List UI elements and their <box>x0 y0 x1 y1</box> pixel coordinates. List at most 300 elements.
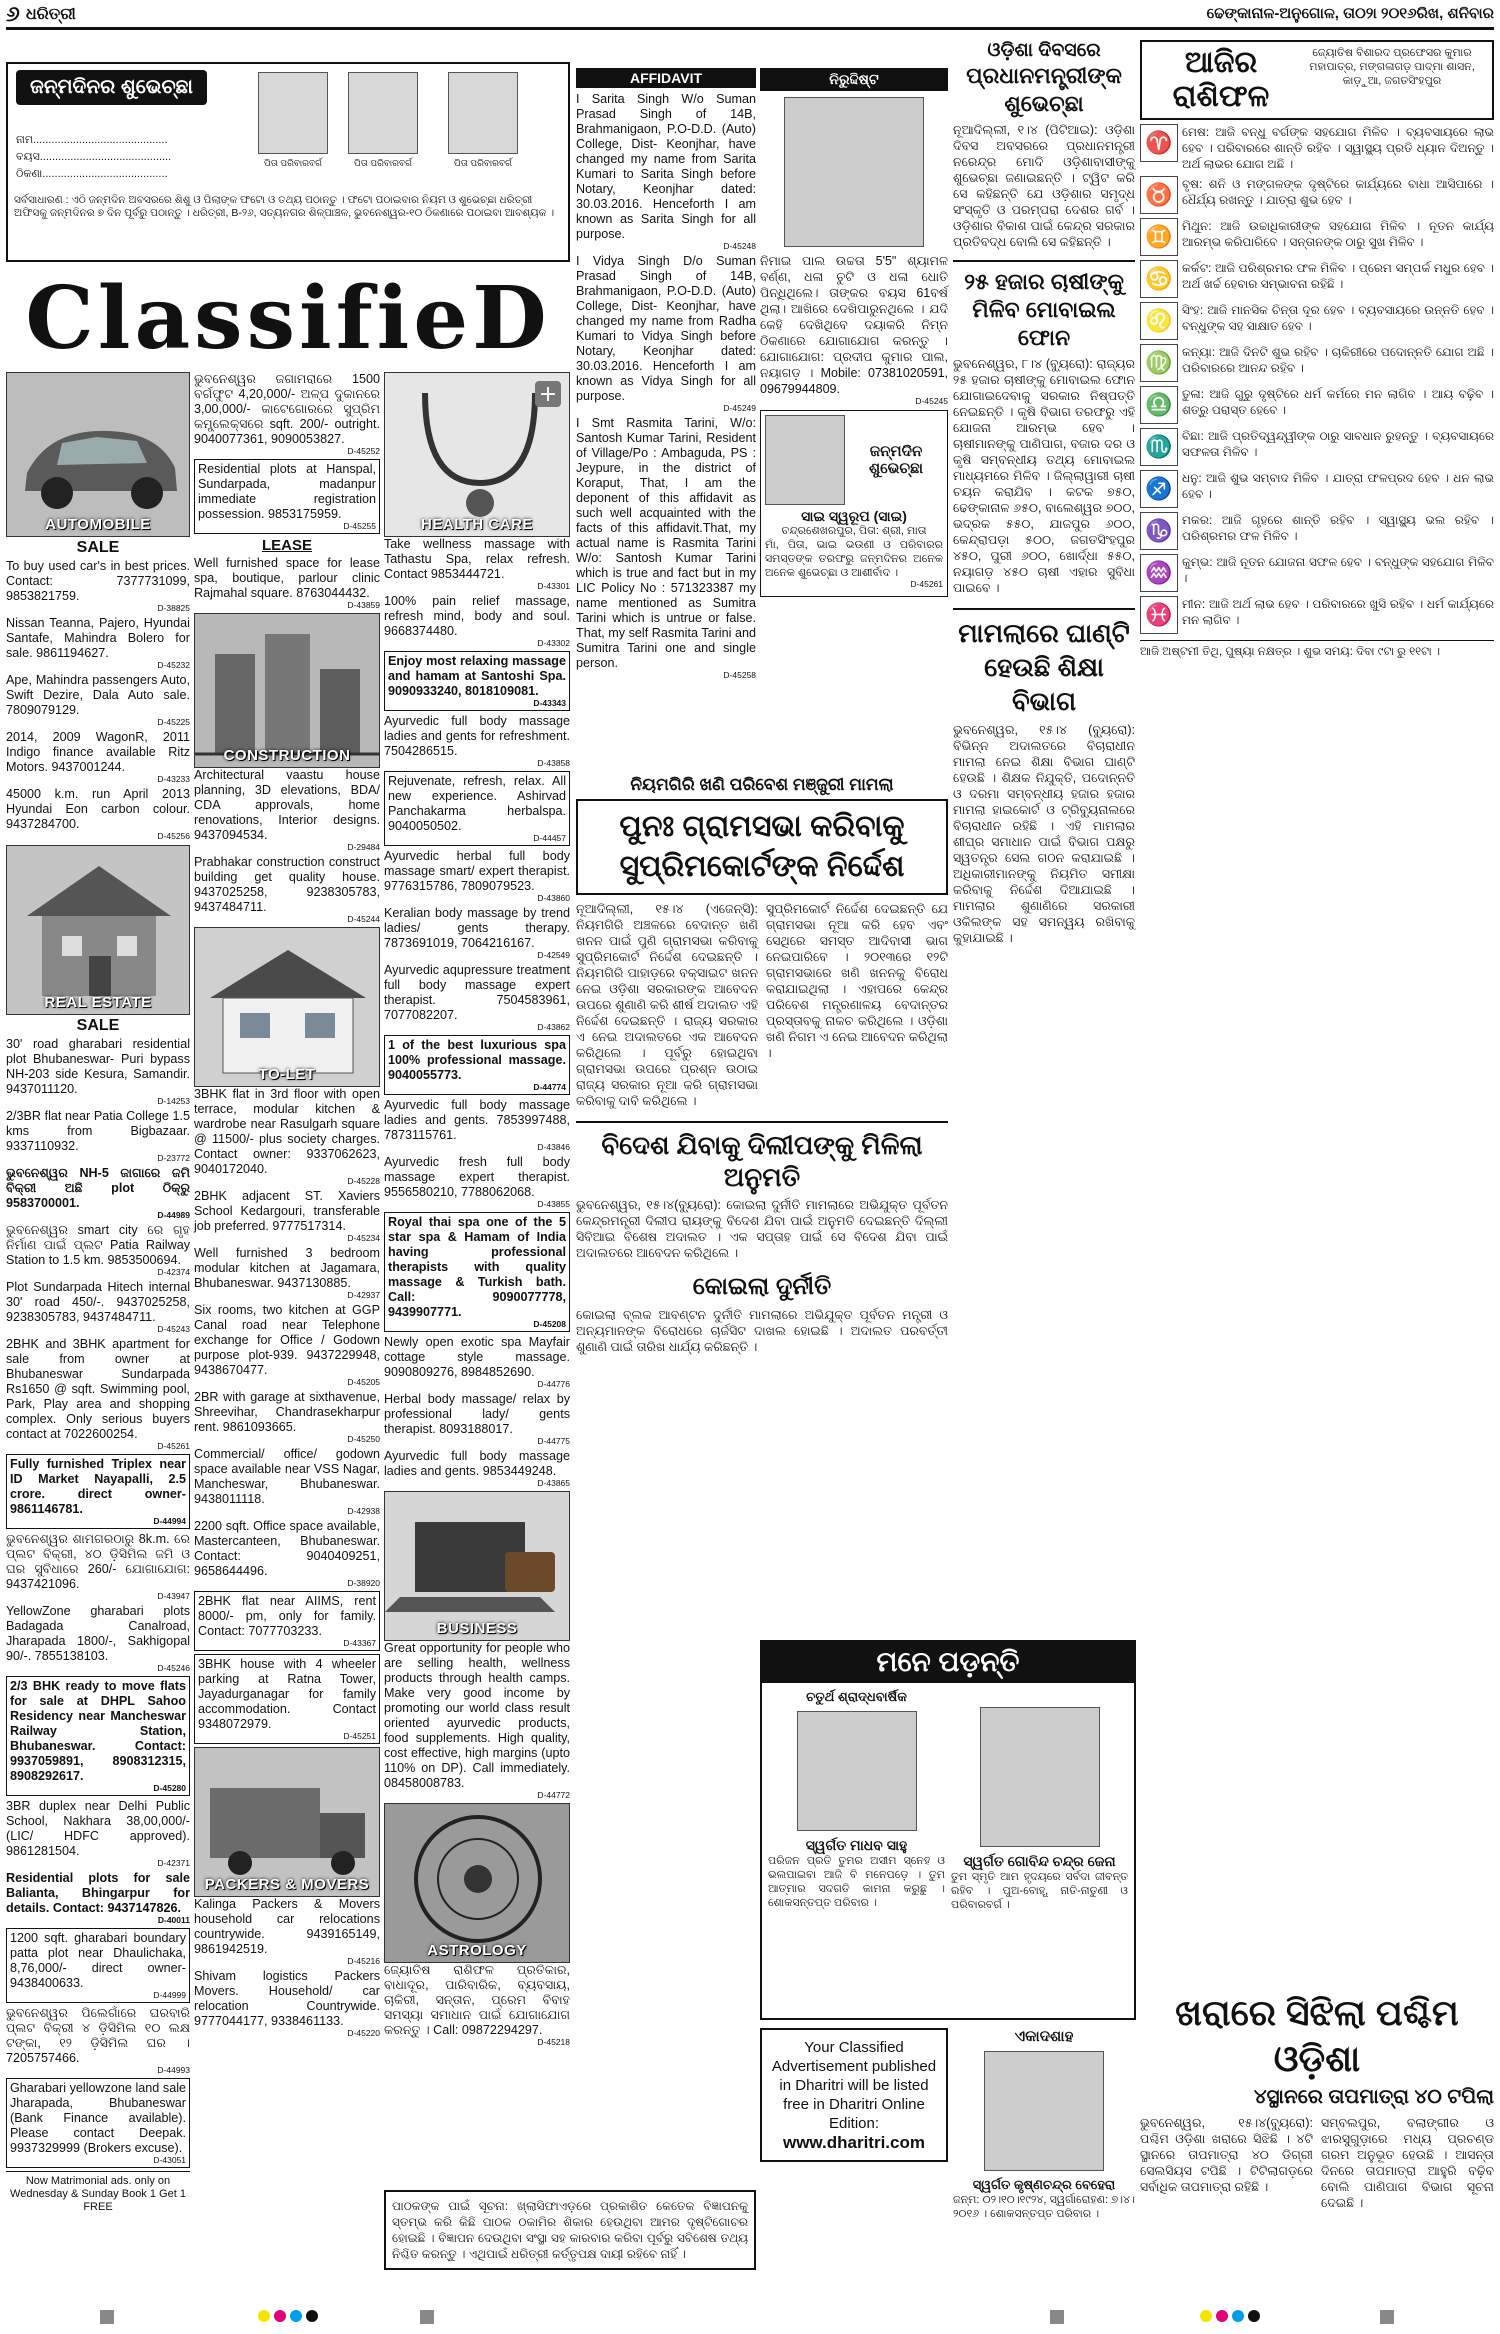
magenta-dot <box>274 2310 286 2322</box>
column-lease-construction <box>194 372 380 2041</box>
classified-ad <box>6 559 190 613</box>
news-headline: ପୁନଃ ଗ୍ରାମସଭା କରିବାକୁ ସୁପ୍ରିମକୋର୍ଟଙ୍କ ନିର୍ଦ୍ଦେଶ <box>619 810 905 883</box>
birthday-title: ଜନ୍ମଦିନର ଶୁଭେଚ୍ଛା <box>16 70 207 105</box>
stethoscope-icon <box>385 373 570 537</box>
ad-code: D-44993 <box>157 2065 190 2075</box>
sale-heading: SALE <box>76 539 120 556</box>
rashifal-text: କର୍କଟ: ଆଜି ପରିଶ୍ରମର ଫଳ ମିଳିବ । ପ୍ରେମ ସମ୍ପର୍କ ମଧୁର ହେବ । ଅର୍ଥ ଖର୍ଚ୍ଚ ହେବାର ସମ୍ଭାବନା ରହିଛି । <box>1182 261 1494 291</box>
news-headline: ପ୍ରଧାନମନ୍ତ୍ରୀଙ୍କ ଶୁଭେଚ୍ଛା <box>966 63 1122 116</box>
ad-text: 2BHK adjacent ST. Xaviers School Kedargouri, transferable job preferred. 9777517314. <box>194 1189 380 1233</box>
ad-text: 2BR with garage at sixthavenue, Shreevihar, Chandrasekharpur rent. 9861093665. <box>194 1390 380 1434</box>
birthday-box <box>6 62 570 262</box>
memorial-name: ସ୍ୱର୍ଗତ ଗୋବିନ୍ଦ ଚନ୍ଦ୍ର ଜେନା <box>963 1853 1116 1869</box>
ad-code: D-43301 <box>537 581 570 591</box>
ad-text: I Sarita Singh W/o Suman Prasad Singh of 14B, Brahmanigaon, P.O-D.D. (Auto) College, Dist- Keonjhar, have changed my name from Sarita Kumari to Sarita Singh before Notary, Keonjhar dated: 30.03.2016. Henceforth I am known as Sarita Singh for all purpose. <box>576 92 756 241</box>
missing-text: ନିମାଇ ପାଲ ଉଚ୍ଚତା 5'5" ଶ୍ୟାମଳ ବର୍ଣ୍ଣ, ଧଳା ଚୁଟି ଓ ଧଳା ଧୋତି ପିନ୍ଧିଥିଲେ। ତାଙ୍କର ବୟସ 61ବର୍ଷ ଥିଲା। ଆଖିରେ ଦେଖିପାରୁନଥିଲେ । ଯଦି କେହି ଦେଖିଥିବେ ଦୟାକରି ନିମ୍ନ ଠିକଣାରେ ଯୋଗାଯୋଗ କରନ୍ତୁ । ଯୋଗାଯୋଗ: ପ୍ରଦୀପ କୁମାର ପାଲ, ନୟାଗଡ଼ । Mobile: 07381020591, 09679944809. <box>760 254 948 396</box>
ad-code: D-45249 <box>723 403 756 413</box>
reader-note-text: ପାଠକଙ୍କ ପାଇଁ ସୂଚନା: ଖ୍ଲାସିଫାଏଡ଼ରେ ପ୍ରକାଶିତ କେତେକ ବିଜ୍ଞାପନକୁ ସ୍ତମ୍ଭ କରି କିଛି ପାଠକ ଠକାମିର ଶିକାର ହେଉଥିବା ଆମର ଦୃଷ୍ଟିଗୋଚର ହୋଇଛି । ବିଜ୍ଞାପନ ଦେଉଥିବା ସଂସ୍ଥା ସହ କାରବାର କରିବା ପୂର୍ବରୁ ସବିଶେଷ ତଥ୍ୟ ନିଶ୍ଚିତ କରନ୍ତୁ । ଏଥିପାଇଁ ଧରିତ୍ରୀ କର୍ତ୍ତୃପକ୍ଷ ଦାୟୀ ରହିବେ ନାହିଁ । <box>392 2199 748 2261</box>
classified-ad <box>194 1654 380 1744</box>
ad-code: D-45261 <box>157 1441 190 1451</box>
ad-text: Residential plots for sale Balianta, Bhingarpur for details. Contact: 9437147826. <box>6 1871 190 1915</box>
field-age: ବୟସ........................................... <box>16 151 172 163</box>
child-photo <box>765 415 845 505</box>
rashifal-item <box>1140 260 1494 298</box>
ad-code: D-45251 <box>343 1731 376 1741</box>
rashifal-item <box>1140 386 1494 424</box>
ad-text: Plot Sundarpada Hitech internal 30' road 450/-. 9437025258, 9238305783, 9437484711. <box>6 1280 190 1324</box>
classified-ad <box>6 1604 190 1673</box>
ad-text: 3BR duplex near Delhi Public School, Nakhara 38,00,000/- (LIC/ HDFC approved). 9861281504. <box>6 1799 190 1858</box>
memorial-box <box>760 1640 1136 2020</box>
classified-ad <box>384 1449 570 1488</box>
ad-code: D-45252 <box>347 446 380 456</box>
child-photo <box>348 72 418 154</box>
rashifal-text: ମକର: ଆଜି ଗୃହରେ ଶାନ୍ତି ରହିବ । ସ୍ୱାସ୍ଥ୍ୟ ଭଲ ରହିବ । ପରିଶ୍ରମର ଫଳ ମିଳିବ । <box>1182 513 1494 543</box>
ad-code: D-45225 <box>157 717 190 727</box>
classified-ad <box>194 1591 380 1651</box>
ad-text: Ayurvedic full body massage ladies and gents. 9853449248. <box>384 1449 570 1478</box>
ad-text: Residential plots at Hanspal, Sundarpada, madanpur immediate registration possession. 9853175959. <box>198 462 376 521</box>
classified-ad <box>194 1897 380 1966</box>
classified-ad <box>384 1963 570 2047</box>
rashifal-title: ଆଜିର ରାଶିଫଳ <box>1172 46 1270 113</box>
construction-icon <box>195 614 380 768</box>
ad-text: Ayurvedic herbal full body massage smart/ expert therapist. 9776315786, 7809079523. <box>384 849 570 893</box>
news-headline: ବିଦେଶ ଯିବାକୁ ଦିଲୀପଙ୍କୁ ମିଳିଲା ଅନୁମତି <box>576 1121 948 1193</box>
classified-ad <box>384 1641 570 1800</box>
classified-ad <box>6 1166 190 1220</box>
classified-ad <box>6 1109 190 1163</box>
ad-text: ଭୁବନେଶ୍ୱର ଶାମଗରଠାରୁ 8k.m. ରେ ପ୍ଲଟ ବିକ୍ରୀ, ୪୦ ଡ଼ିସିମିଲ ଜମି ଓ ଘର ସୁବିଧାରେ 260/- ଯୋଗାଯୋଗ: 9437421096. <box>6 1532 190 1591</box>
ad-code: D-45234 <box>347 1233 380 1243</box>
page-number: ୬ <box>6 0 20 26</box>
ad-text: YellowZone gharabari plots Badagada Canalroad, Jharapada 1800/-, Sakhigopal 90/-. 7855138103. <box>6 1604 190 1663</box>
packers-image <box>194 1747 380 1897</box>
column-missing <box>760 68 948 597</box>
astrology-ads <box>384 1963 570 2047</box>
memorial-band: ମନେ ପଡ଼ନ୍ତି <box>762 1642 1134 1683</box>
color-registration <box>258 2310 318 2322</box>
memorial-name: ସ୍ୱର୍ଗତ ମାଧବ ସାହୁ <box>805 1837 908 1853</box>
classified-ad <box>576 92 756 251</box>
ad-text: 30' road gharabari residential plot Bhubaneswar- Puri bypass NH-203 side Kesura, Samandir. 9437011120. <box>6 1037 190 1096</box>
classified-ad <box>194 1246 380 1300</box>
ad-text: Ape, Mahindra passengers Auto, Swift Dezire, Dala Auto sale. 7809079129. <box>6 673 190 717</box>
classified-banner: ClassifieD <box>25 267 551 369</box>
astrology-caption: ASTROLOGY <box>427 1942 527 1959</box>
astrologer-credit: ଜ୍ୟୋତିଷ ବିଶାରଦ ପ୍ରଫେସର କୁମାର ମହାପାତ୍ର, ମଙ୍ଗଳାଗଡ଼ ପାଦ୍ମା ଶାସନ, କାଡ଼ୁଆ, ଜଗତସିଂହପୁର <box>1309 47 1475 87</box>
cyan-dot <box>290 2310 302 2322</box>
classified-ad <box>384 594 570 648</box>
missing-person-photo <box>784 97 924 247</box>
ad-text: Shivam logistics Packers Movers. Household/ car relocation Countrywide. 9777044177, 9338461133. <box>194 1969 380 2028</box>
memorial-photo <box>980 1707 1100 1847</box>
ad-text: Kalinga Packers & Movers household car relocations countrywide. 9439165149, 9861942519. <box>194 1897 380 1956</box>
classified-ad <box>384 1392 570 1446</box>
ad-text: 2BHK flat near AIIMS, rent 8000/- pm, only for family. Contact: 7077703233. <box>198 1594 376 1638</box>
ad-code: D-44989 <box>157 1210 190 1220</box>
classified-ad <box>6 673 190 727</box>
ad-text: To buy used car's in best prices. Contact: 7377731099, 9853821759. <box>6 559 190 603</box>
packers-ads <box>194 1897 380 2038</box>
lease-ads <box>194 556 380 610</box>
news-body: ନୂଆଦିଲ୍ଲୀ, ୧୫।୪ (ଏଜେନ୍ସି): ନିୟମଗିରି ଅଞ୍ଚଳରେ ବେଦାନ୍ତ ଖଣି ଖନନ ପାଇଁ ପୁଣି ଗ୍ରାମସଭା କରିବାକୁ ସୁପ୍ରିମକୋର୍ଟ ନିର୍ଦ୍ଦେଶ ଦେଇଛନ୍ତି । ନିୟମଗିରି ପାହାଡ଼ରେ ବକ୍ସାଇଟ ଖନନ ନେଇ ଓଡ଼ିଶା ସରକାରଙ୍କ ଆବେଦନ ଉପରେ ଶୁଣାଣି କରି ଶୀର୍ଷ ଅଦାଲତ ଏହି ନିର୍ଦ୍ଦେଶ ଦେଇଛନ୍ତି । ରାଜ୍ୟ ସରକାର ଏ ନେଇ ଅଦାଲତରେ ଏକ ଆବେଦନ କରିଥିଲେ । ପୂର୍ବରୁ ହୋଇଥିବା ଗ୍ରାମସଭା ଉପରେ ପ୍ରଶ୍ନ ଉଠାଇ ରାଜ୍ୟ ସରକାର ନୂଆ କରି ଗ୍ରାମସଭା କରିବାକୁ ଦାବି କରିଥିଲେ । <box>576 902 758 1108</box>
classified-ad <box>194 1303 380 1387</box>
reader-note <box>384 2190 756 2270</box>
promo-text: Your Classified Advertisement published in Dharitri will be listed free in Dharitri Online Edition: <box>771 2039 937 2132</box>
ad-code: D-42549 <box>537 950 570 960</box>
masthead <box>6 0 1494 30</box>
sale-heading: SALE <box>76 1017 120 1034</box>
ad-code: D-45220 <box>347 2028 380 2038</box>
ad-text: Ayurvedic full body massage ladies and gents. 7853997488, 7873115761. <box>384 1098 570 1142</box>
ad-code: D-45258 <box>723 670 756 680</box>
classified-ad <box>576 416 756 680</box>
color-registration <box>1200 2310 1260 2322</box>
column-automobile-realestate <box>6 372 190 2217</box>
rashifal-item <box>1140 344 1494 382</box>
yellow-dot <box>1200 2310 1212 2322</box>
child-wish-box <box>760 410 948 597</box>
ad-text: 2/3BR flat near Patia College 1.5 kms from Bigbazaar. 9337110932. <box>6 1109 190 1153</box>
child-photo <box>448 72 518 154</box>
memorial-text: ତୁମ ସ୍ମୃତି ଆମ ହୃଦୟରେ ସର୍ବଦା ଜୀବନ୍ତ ରହିବ । ପୁଅ-ବୋହୂ, ନାତି-ନାତୁଣୀ ଓ ପରିବାରବର୍ଗ । <box>951 1871 1128 1911</box>
rashifal-text: ଧନୁ: ଆଜି ଶୁଭ ସମ୍ବାଦ ମିଳିବ । ଯାତ୍ରା ଫଳପ୍ରଦ ହେବ । ଧନ ଲାଭ ହେବ । <box>1182 471 1494 501</box>
ad-text: ଭୁବନେଶ୍ୱର NH-5 ଜାଗାରେ ଜମି ବିକ୍ରୀ ଅଛି plot ଠିକ୍ରୁ 9583700001. <box>6 1166 190 1210</box>
ad-text: Six rooms, two kitchen at GGP Canal road near Telephone exchange for Office / Godown purpose plot-939. 9437229948, 9438670477. <box>194 1303 380 1377</box>
ad-text: ଭୁବନେଶ୍ୱର smart city ରେ ଗୃହ ନିର୍ମାଣ ପାଇଁ ପ୍ଲଟ Patia Railway Station to 1.5 km. 9853500694. <box>6 1223 190 1267</box>
cyan-dot <box>1232 2310 1244 2322</box>
ad-code: D-45205 <box>347 1377 380 1387</box>
classified-ad <box>6 1928 190 2003</box>
ad-code: D-14253 <box>157 1096 190 1106</box>
birthday-note: ସର୍ବସାଧାରଣ : ଏଠି ଜନ୍ମଦିନ ଅବସରରେ ଶିଶୁ ଓ ପିଲାଙ୍କ ଫଟୋ ଓ ତଥ୍ୟ ପଠାନ୍ତୁ । ଫଟୋ ପଠାଇବାର ନିୟମ ଓ ଶୁଭେଚ୍ଛା ଧରିତ୍ରୀ ଅଫିସକୁ ଜନ୍ମଦିନର ୭ ଦିନ ପୂର୍ବରୁ ପଠାନ୍ତୁ । ଧରିତ୍ରୀ, B-୨୬, ସତ୍ୟନଗର ଶିଳ୍ପାଞ୍ଚଳ, ଭୁବନେଶ୍ୱର-୧୦ ଠିକଣାରେ ପଠାଇବା ଆବଶ୍ୟକ । <box>14 194 555 219</box>
rashifal-text: ସିଂହ: ଆଜି ମାନସିକ ଚିନ୍ତା ଦୂର ହେବ । ବ୍ୟବସାୟରେ ଉନ୍ନତି ହେବ । ବନ୍ଧୁଙ୍କ ସହ ସାକ୍ଷାତ ହେବ । <box>1182 303 1494 333</box>
classified-ad <box>6 787 190 841</box>
classified-ad <box>384 1035 570 1095</box>
classified-ad <box>384 1335 570 1389</box>
column-rashifal <box>1140 40 1494 660</box>
black-dot <box>306 2310 318 2322</box>
child-photo <box>258 72 328 154</box>
news-headline: କୋଇଲା ଦୁର୍ନୀତି <box>692 1273 832 1300</box>
tolet-image <box>194 927 380 1087</box>
building-icon <box>7 846 190 1015</box>
zodiac-icon: ♉ <box>1140 176 1178 214</box>
rashifal-item <box>1140 218 1494 256</box>
health-caption: HEALTH CARE <box>421 516 533 533</box>
zodiac-icon: ♐ <box>1140 470 1178 508</box>
classified-ad <box>384 1155 570 1209</box>
astrology-image <box>384 1803 570 1963</box>
ad-code: D-45250 <box>347 1434 380 1444</box>
ad-code: D-45280 <box>153 1783 186 1793</box>
child-wish-title: ଜନ୍ମଦିନ ଶୁଭେଚ୍ଛା <box>868 443 924 477</box>
ad-code: D-44774 <box>533 1082 566 1092</box>
classified-ad <box>194 1087 380 1186</box>
ad-text: Architectural vaastu house planning, 3D elevations, BDA/ CDA approvals, home renovations, Interior designs. 9437094534. <box>194 768 380 842</box>
news-headline: ୨୫ ହଜାର ଚାଷୀଙ୍କୁ ମିଳିବ ମୋବାଇଲ ଫୋନ <box>953 260 1135 352</box>
ad-code: D-43846 <box>537 1142 570 1152</box>
ad-text: 3BHK house with 4 wheeler parking at Ratna Tower, Jayadurganagar for family accommodation. Contact 9348072979. <box>198 1657 376 1731</box>
yellow-dot <box>258 2310 270 2322</box>
health-image <box>384 372 570 537</box>
ad-code: D-43865 <box>537 1478 570 1488</box>
matrimonial-note: Now Matrimonial ads. only on Wednesday & Sunday Book 1 Get 1 FREE <box>6 2171 190 2214</box>
ad-text: 1200 sqft. gharabari boundary patta plot near Dhaulichaka, 8,76,000/- direct owner- 9438400633. <box>10 1931 186 1990</box>
ad-code: D-45232 <box>157 660 190 670</box>
news-body: କୋଇଲା ବ୍ଲକ ଆବଣ୍ଟନ ଦୁର୍ନୀତି ମାମଲାରେ ଅଭିଯୁକ୍ତ ପୂର୍ବତନ ମନ୍ତ୍ରୀ ଓ ଅନ୍ୟମାନଙ୍କ ବିରୋଧରେ ଚାର୍ଜସିଟ ଦାଖଲ ହୋଇଛି । ଅଦାଲତ ପରବର୍ତ୍ତୀ ଶୁଣାଣି ପାଇଁ ତାରିଖ ଧାର୍ଯ୍ୟ କରିଛନ୍ତି । <box>576 1308 948 1354</box>
rashifal-header <box>1140 40 1494 120</box>
classified-ad <box>194 1189 380 1243</box>
business-ads <box>384 1641 570 1800</box>
ad-text: Well furnished 3 bedroom modular kitchen at Jagamara, Bhubaneswar. 9437130885. <box>194 1246 380 1290</box>
ad-code: D-45218 <box>537 2037 570 2047</box>
classified-ad <box>384 714 570 768</box>
news-body: ଭୁବନେଶ୍ୱର, ୧୫।୪ (ବ୍ୟୁରୋ): ବିଭିନ୍ନ ଅଦାଲତରେ ବିଚାରାଧୀନ ମାମଲା ନେଇ ଶିକ୍ଷା ବିଭାଗ ଘାଣ୍ଟି ହେଉଛି । ଶିକ୍ଷକ ନିଯୁକ୍ତି, ପଦୋନ୍ନତି ଓ ଦରମା ସମ୍ବନ୍ଧୀୟ ହଜାର ହଜାର ମାମଲା ହାଇକୋର୍ଟ ଓ ଟ୍ରିବ୍ୟୁନାଲରେ ବିଚାରାଧୀନ ରହିଛି । ଏହି ମାମଲାର ଶୀଘ୍ର ସମାଧାନ ପାଇଁ ବିଭାଗ ପକ୍ଷରୁ ସ୍ୱତନ୍ତ୍ର ସେଲ ଗଠନ କରାଯାଇଛି । ଅଧିକାରୀମାନଙ୍କୁ ନିୟମିତ ସମୀକ୍ଷା କରିବାକୁ ନିର୍ଦ୍ଦେଶ ଦିଆଯାଇଛି । ମାମଲାର ଶୁଣାଣିରେ ସରକାରୀ ଓକିଲଙ୍କ ସହ ସମନ୍ୱୟ ରଖିବାକୁ କୁହାଯାଇଛି । <box>953 723 1135 945</box>
classified-ad <box>6 1532 190 1601</box>
realestate-ads <box>6 1037 190 2168</box>
ad-code: D-43855 <box>537 1199 570 1209</box>
construction-ads <box>194 768 380 924</box>
classified-ad <box>6 1871 190 1925</box>
classified-ad <box>576 254 756 413</box>
column-affidavit <box>576 68 756 683</box>
child-sub: ଚନ୍ଦ୍ରଶେଖରପୁର, ପିତା: ଶ୍ରୀ, ମାତା <box>781 525 927 537</box>
photo-caption: ପିତା ପରିବାରବର୍ଗ <box>263 158 322 168</box>
ad-code: D-43051 <box>153 2155 186 2165</box>
rashifal-item <box>1140 176 1494 214</box>
classified-ad <box>194 768 380 852</box>
ad-text: Well furnished space for lease spa, boutique, parlour clinic Rajmahal square. 8763044432. <box>194 556 380 600</box>
photo-caption: ପିତା ପରିବାରବର୍ଗ <box>453 158 512 168</box>
ad-code: D-44776 <box>537 1379 570 1389</box>
ad-code: D-29484 <box>347 842 380 852</box>
memorial-text: ଜନ୍ମ: ୦୨।୧୦।୧୯୨୪, ସ୍ୱର୍ଗାରୋହଣ: ୭।୪।୨୦୧୬ । ଶୋକସନ୍ତପ୍ତ ପରିବାର । <box>953 2194 1135 2220</box>
ad-text: ଜ୍ୟୋତିଷ ରାଶିଫଳ ପ୍ରତିକାର, ବାଧାଦୂର, ପାରିବାରିକ, ବ୍ୟବସାୟ, ଚାକିରୀ, ସନ୍ତାନ, ପ୍ରେମ ବିବାହ ସମସ୍ୟା ସମାଧାନ ପାଇଁ ଯୋଗାଯୋଗ କରନ୍ତୁ । Call: 09872294297. <box>384 1963 570 2037</box>
news-body: ଭୁବନେଶ୍ୱର, ୧୫।୪(ବ୍ୟୁରୋ): କୋଇଲା ଦୁର୍ନୀତି ମାମଲାରେ ଅଭିଯୁକ୍ତ ପୂର୍ବତନ କେନ୍ଦ୍ରମନ୍ତ୍ରୀ ଦିଲୀପ ରାୟଙ୍କୁ ବିଦେଶ ଯିବା ପାଇଁ ଅନୁମତି ଦେଇଛନ୍ତି ଦିଲ୍ଲୀ ସିବିଆଇ ବିଶେଷ ଅଦାଲତ । ଏକ ସପ୍ତାହ ପାଇଁ ସେ ବିଦେଶ ଯିବା ପାଇଁ ଅଦାଲତରେ ଆବେଦନ କରିଥିଲେ । <box>576 1198 948 1260</box>
svg-text:+: + <box>538 382 558 407</box>
construction-image <box>194 613 380 768</box>
rashifal-text: ମିଥୁନ: ଆଜି ଉଚ୍ଚାଧିକାରୀଙ୍କ ସହଯୋଗ ମିଳିବ । ନୂତନ କାର୍ଯ୍ୟ ଆରମ୍ଭ କରିପାରିବେ । ସନ୍ତାନଙ୍କ ଠାରୁ ସୁଖ ମିଳିବ । <box>1182 219 1494 249</box>
truck-icon <box>195 1748 380 1897</box>
child-wish-text: ମାଁ, ପିତା, ଭାଇ ଭଉଣୀ ଓ ପରିବାରର ସମସ୍ତଙ୍କ ତରଫରୁ ଜନ୍ମଦିନର ଅନେକ ଅନେକ ଶୁଭେଚ୍ଛା ଓ ଆଶୀର୍ବାଦ । <box>765 539 943 579</box>
memorial-text: ପରିଜନ ପ୍ରତି ତୁମର ଅସୀମ ସ୍ନେହ ଓ ଭଲପାଇବା ଆଜି ବି ମନେପଡ଼େ । ତୁମ ଆତ୍ମାର ସଦଗତି କାମନା କରୁଛୁ । ଶୋକସନ୍ତପ୍ତ ପରିବାର । <box>768 1855 945 1909</box>
classified-ad <box>6 1223 190 1277</box>
ad-text: Keralian body massage by trend ladies/ gents therapy. 7873691019, 7064216167. <box>384 906 570 950</box>
classified-ad <box>6 616 190 670</box>
registration-mark <box>420 2310 434 2324</box>
ad-text: Ayurvedic aqupressure treatment full body massage expert therapist. 7504583961, 7077082207. <box>384 963 570 1022</box>
classified-ad <box>194 1969 380 2038</box>
zodiac-icon: ♏ <box>1140 428 1178 466</box>
rashifal-text: ବୃଷ: ଶନି ଓ ମଙ୍ଗଳଙ୍କ ଦୃଷ୍ଟିରେ କାର୍ଯ୍ୟରେ ବାଧା ଆସିପାରେ । ଧୈର୍ଯ୍ୟ ରଖନ୍ତୁ । ଯାତ୍ରା ଶୁଭ ହେବ । <box>1182 177 1494 207</box>
rashifal-text: କୁମ୍ଭ: ଆଜି ନୂତନ ଯୋଜନା ସଫଳ ହେବ । ବନ୍ଧୁଙ୍କ ସହଯୋଗ ମିଳିବ । <box>1182 555 1494 585</box>
ad-text: 100% pain relief massage, refresh mind, body and soul. 9668374480. <box>384 594 570 638</box>
construction-caption: CONSTRUCTION <box>223 747 351 764</box>
classified-ad <box>6 1676 190 1796</box>
memorial-photo <box>797 1711 917 1831</box>
ad-text: 45000 k.m. run April 2013 Hyundai Eon carbon colour. 9437284700. <box>6 787 190 831</box>
health-ads <box>384 537 570 1488</box>
news-heatwave <box>1140 1990 1494 2211</box>
ad-text: Herbal body massage/ relax by professional lady/ gents therapist. 8093188017. <box>384 1392 570 1436</box>
ad-code: D-43947 <box>157 1591 190 1601</box>
ad-code: D-44772 <box>537 1790 570 1800</box>
ad-text: Enjoy most relaxing massage and hamam at Santoshi Spa. 9090933240, 8018109081. <box>388 654 566 698</box>
ad-text: Newly open exotic spa Mayfair cottage style massage. 9090809276, 8984852690. <box>384 1335 570 1379</box>
zodiac-icon: ♊ <box>1140 218 1178 256</box>
promo-url[interactable]: www.dharitri.com <box>782 2133 925 2152</box>
ad-code: D-42371 <box>157 1858 190 1868</box>
field-address: ଠିକଣା......................................... <box>16 168 168 180</box>
zodiac-icon: ♋ <box>1140 260 1178 298</box>
lease-heading: LEASE <box>261 537 312 554</box>
brand-name: ଧରିତ୍ରୀ <box>25 3 76 23</box>
ad-text: Take wellness massage with Tathastu Spa, relax refresh. Contact 9853444721. <box>384 537 570 581</box>
rashifal-item <box>1140 124 1494 172</box>
ad-text: 2BHK and 3BHK apartment for sale from owner at Bhubaneswar Sundarpada Rs1650 @ sqft. Swimming pool, Park, Play area and shopping complex. Only serious buyers contact at 7022600254. <box>6 1337 190 1441</box>
classified-ad <box>6 2078 190 2168</box>
realestate-image <box>6 845 190 1015</box>
classified-ad <box>6 1280 190 1334</box>
ad-text: Gharabari yellowzone land sale Jharapada, Bhubaneswar (Bank Finance available). Please contact Deepak. 9937329999 (Brokers excuse). <box>10 2081 186 2155</box>
classified-ad <box>384 963 570 1032</box>
promo-box <box>760 2028 948 2162</box>
ad-code: D-44999 <box>153 1990 186 2000</box>
ad-code: D-45256 <box>157 831 190 841</box>
classified-ad <box>384 849 570 903</box>
ad-code: D-44775 <box>537 1436 570 1446</box>
classified-ad <box>194 1390 380 1444</box>
classified-ad <box>384 537 570 591</box>
ad-code: D-43860 <box>537 893 570 903</box>
tolet-ads <box>194 1087 380 1744</box>
ad-code: D-43343 <box>533 698 566 708</box>
rashifal-item <box>1140 470 1494 508</box>
classified-ad <box>194 1447 380 1516</box>
missing-title: ନିରୁଦ୍ଦିଷ୍ଟ <box>760 68 948 91</box>
rashifal-list <box>1140 124 1494 634</box>
registration-mark <box>1050 2310 1064 2324</box>
zodiac-icon: ♓ <box>1140 596 1178 634</box>
ad-code: D-45255 <box>343 521 376 531</box>
news-kicker: ଓଡ଼ିଶା ଦିବସରେ <box>987 40 1101 61</box>
ad-text: 2200 sqft. Office space available, Mastercanteen, Bhubaneswar. Contact: 9040409251, 9658644496. <box>194 1519 380 1578</box>
ad-code: D-45228 <box>347 1176 380 1186</box>
photo-caption: ପିତା ପରିବାରବର୍ଗ <box>353 158 412 168</box>
ad-code: D-43858 <box>537 758 570 768</box>
ad-text: ଭୁବନେଶ୍ୱର ଜଗାମରାରେ 1500 ବର୍ଗଫୁଟ 4,20,000/- ଅଳ୍ପ ଦୁକାନରେ 3,00,000/- କାଟେଗୋରରେ ସୁପ୍ରିମ କମ୍ପ୍ଲେକ୍ସରେ sqft. 200/- outright. 9040077361, 9090053827. <box>194 372 380 446</box>
magenta-dot <box>1216 2310 1228 2322</box>
realestate-caption: REAL ESTATE <box>44 994 152 1011</box>
ad-code: D-40011 <box>157 1915 190 1925</box>
ad-text: Great opportunity for people who are selling health, wellness products through health camps. Make very good income by promoting our world class result oriented ayurvedic products, food supplements. High quality, cost effective, high margins (upto 110% on DP). Call immediately. 08458008783. <box>384 1641 570 1790</box>
ad-code: D-43233 <box>157 774 190 784</box>
print-marks <box>0 2310 1500 2330</box>
ad-text: Fully furnished Triplex near ID Market Nayapalli, 2.5 crore. direct owner- 9861146781. <box>10 1457 186 1516</box>
ad-code: D-42374 <box>157 1267 190 1277</box>
ad-text: ଭୁବନେଶ୍ୱର ପିଲେଗାଁରେ ଘରବାରି ପ୍ଲଟ ବିକ୍ରୀ ୪ ଡ଼ିସିମିଲ ୧୦ ଲକ୍ଷ ଟଙ୍କା, ୧୨ ଡ଼ିସିମିଲ ଘର । 7205757466. <box>6 2006 190 2065</box>
ad-text: 1 of the best luxurious spa 100% professional massage. 9040055773. <box>388 1038 566 1082</box>
ad-text: 2/3 BHK ready to move flats for sale at DHPL Sahoo Residency near Mancheswar Railway Station, Bhubaneswar. Contact: 9937059891, 8908312315, 8908292617. <box>10 1679 186 1783</box>
rashifal-footer: ଆଜି ଅଷ୍ଟମୀ ତିଥି, ପୁଷ୍ୟା ନକ୍ଷତ୍ର । ଶୁଭ ସମୟ: ଦିବା ୯ଟା ରୁ ୧୧ଟା । <box>1140 640 1494 660</box>
news-body: ସମ୍ବଲପୁର, ବଲାଙ୍ଗୀର ଓ ଝାରସୁଗୁଡ଼ାରେ ମଧ୍ୟ ପ୍ରଚଣ୍ଡ ଗରମ ଅନୁଭୂତ ହେଉଛି । ଆସନ୍ତା ଦିନରେ ତାପମାତ୍ରା ଆହୁରି ବଢ଼ିବ ବୋଲି ପାଣିପାଗ ବିଭାଗ ସୂଚନା ଦେଇଛି । <box>1321 2116 1494 2210</box>
zodiac-icon: ♍ <box>1140 344 1178 382</box>
classified-ad <box>194 556 380 610</box>
ad-code: D-45208 <box>533 1319 566 1329</box>
rashifal-item <box>1140 512 1494 550</box>
ad-code: D-45216 <box>347 1956 380 1966</box>
tolet-caption: TO-LET <box>258 1066 316 1083</box>
ad-text: Rejuvenate, refresh, relax. All new experience. Ashirvad Panchakarma herbalspa. 9040050502. <box>388 774 566 833</box>
rashifal-item <box>1140 554 1494 592</box>
ekadasha-title: ଏକାଦଶାହ <box>1014 2028 1074 2045</box>
zodiac-wheel-icon <box>385 1804 570 1963</box>
classified-ad <box>194 855 380 924</box>
ad-code: D-43862 <box>537 1022 570 1032</box>
ad-code: D-45246 <box>157 1663 190 1673</box>
zodiac-icon: ♌ <box>1140 302 1178 340</box>
packers-caption: PACKERS & MOVERS <box>204 1876 370 1893</box>
news-body: ସୁପ୍ରିମକୋର୍ଟ ନିର୍ଦ୍ଦେଶ ଦେଇଛନ୍ତି ଯେ ଗ୍ରାମସଭା ନୂଆ କରି ହେବ ଏବଂ ସେଥିରେ ସମସ୍ତ ଆଦିବାସୀ ଭାଗ ନେଇପାରିବେ । ୨୦୧୩ରେ ୧୨ଟି ଗ୍ରାମସଭାରେ ଖଣି ଖନନକୁ ବିରୋଧ କରାଯାଇଥିଲା । ଏହାପରେ କେନ୍ଦ୍ର ପରିବେଶ ମନ୍ତ୍ରଣାଳୟ ବେଦାନ୍ତର ପ୍ରସ୍ତାବକୁ ନାକଚ କରିଥିଲେ । ଓଡ଼ିଶା ଖଣି ନିଗମ ଏ ନେଇ ଆବେଦନ କରିଥିଲା । <box>766 902 948 1060</box>
registration-mark <box>1380 2310 1394 2324</box>
rashifal-item <box>1140 596 1494 634</box>
dateline: ଢେଙ୍କାନାଳ-ଅନୁଗୋଳ, ତା୦୨ା ୨୦୧୬ରିଖ, ଶନିବାର <box>1206 5 1494 22</box>
rashifal-text: ମେଷ: ଆଜି ବନ୍ଧୁ ବର୍ଗଙ୍କ ସହଯୋଗ ମିଳିବ । ବ୍ୟବସାୟରେ ଲାଭ ହେବ । ପରିବାରରେ ଶାନ୍ତି ରହିବ । ସ୍ୱାସ୍ଥ୍ୟ ପ୍ରତି ଧ୍ୟାନ ଦିଅନ୍ତୁ । ଅର୍ଥ ଲାଭର ଯୋଗ ଅଛି । <box>1182 125 1494 171</box>
house-icon <box>195 928 380 1087</box>
classified-ad <box>194 459 380 534</box>
zodiac-icon: ♈ <box>1140 124 1178 162</box>
news-kicker: ୪ସ୍ଥାନରେ ତାପମାତ୍ରା ୪୦ ଟପିଲା <box>1253 2086 1494 2108</box>
ad-text: Nissan Teanna, Pajero, Hyundai Santafe, Mahindra Bolero for sale. 9861194627. <box>6 616 190 660</box>
news-headline: ମାମଲାରେ ଘାଣ୍ଟି ହେଉଛି ଶିକ୍ଷା ବିଭାଗ <box>953 608 1135 718</box>
registration-mark <box>100 2310 114 2324</box>
ad-code: D-44994 <box>153 1516 186 1526</box>
car-icon <box>7 373 190 537</box>
ad-text: I Vidya Singh D/o Suman Prasad Singh of 14B, Brahmanigaon, P.O-D.D. (Auto) College, Dist- Keonjhar, have changed my name from Radha Kumari to Vidya Singh before Notary, Keonjhar dated: 30.03.2016. Henceforth I am known as Vidya Singh for all purpose. <box>576 254 756 403</box>
ad-code: D-45245 <box>915 396 948 406</box>
rashifal-text: ତୁଳା: ଆଜି ଗୁରୁ ଦୃଷ୍ଟିରେ ଧର୍ମ କର୍ମରେ ମନ ଲାଗିବ । ଆୟ ବଢ଼ିବ । ଶତ୍ରୁ ପରାସ୍ତ ହେବେ । <box>1182 387 1494 417</box>
business-image <box>384 1491 570 1641</box>
ad-code: D-42938 <box>347 1506 380 1516</box>
rashifal-item <box>1140 428 1494 466</box>
memorial-name: ସ୍ୱର୍ଗତ କୃଷ୍ଣଚନ୍ଦ୍ର ବେହେରା <box>972 2177 1116 2192</box>
rashifal-text: କନ୍ୟା: ଆଜି ଦିନଟି ଶୁଭ ରହିବ । ଚାକିରୀରେ ପଦୋନ୍ନତି ଯୋଗ ଅଛି । ପରିବାରରେ ଆନନ୍ଦ ରହିବ । <box>1182 345 1494 375</box>
ad-text: Ayurvedic full body massage ladies and gents for refreshment. 7504286515. <box>384 714 570 758</box>
classified-ad <box>6 1337 190 1451</box>
ad-code: D-23772 <box>157 1153 190 1163</box>
rashifal-item <box>1140 302 1494 340</box>
affidavit-title: AFFIDAVIT <box>576 68 756 88</box>
black-dot <box>1248 2310 1260 2322</box>
ekadasha-box <box>953 2028 1135 2221</box>
ad-text: Commercial/ office/ godown space available near VSS Nagar, Mancheswar, Bhubaneswar. 9438011118. <box>194 1447 380 1506</box>
classified-ad <box>384 1098 570 1152</box>
ad-code: D-45244 <box>347 914 380 924</box>
birthday-fields <box>16 132 171 183</box>
ad-code: D-45243 <box>157 1324 190 1334</box>
laptop-icon <box>385 1492 570 1641</box>
classified-ad <box>6 1454 190 1529</box>
column-news <box>953 40 1135 946</box>
classified-ad <box>6 1037 190 1106</box>
zodiac-icon: ♎ <box>1140 386 1178 424</box>
ad-text: Prabhakar construction construct building get quality house. 9437025258, 9238305783, 9437484711. <box>194 855 380 914</box>
news-body: ଭୁବନେଶ୍ୱର, ୮।୪ (ବ୍ୟୁରୋ): ରାଜ୍ୟର ୨୫ ହଜାର ଚାଷୀଙ୍କୁ ମୋବାଇଲ ଫୋନ ଯୋଗାଇଦେବାକୁ ସରକାର ନିଷ୍ପତ୍ତି ନେଇଛନ୍ତି । କୃଷି ବିଭାଗ ତରଫରୁ ଏହି ଯୋଜନା ଆରମ୍ଭ ହେବ । ଚାଷୀମାନଙ୍କୁ ପାଣିପାଗ, ବଜାର ଦର ଓ କୃଷି ସମ୍ବନ୍ଧୀୟ ତଥ୍ୟ ମୋବାଇଲ ମାଧ୍ୟମରେ ମିଳିବ । ଜିଲ୍ଲାୱାରୀ ଚାଷୀ ଚୟନ କରାଯିବ । କଟକ ୭୫୦, ଢେଙ୍କାନାଳ ୬୫୦, ବାଲେଶ୍ୱର ୭୦୦, ଭଦ୍ରକ ୫୫୦, ଯାଜପୁର ୬୦୦, କେନ୍ଦ୍ରାପଡ଼ା ୫୦୦, ଜଗତସିଂହପୁର ୪୫୦, ପୁରୀ ୬୦୦, ଖୋର୍ଦ୍ଧା ୫୫୦, ନୟାଗଡ଼ ୪୫୦ ଚାଷୀ ଏହାର ସୁବିଧା ପାଇବେ । <box>953 357 1135 595</box>
memorial-photo <box>984 2051 1104 2171</box>
classified-ad <box>6 2006 190 2075</box>
